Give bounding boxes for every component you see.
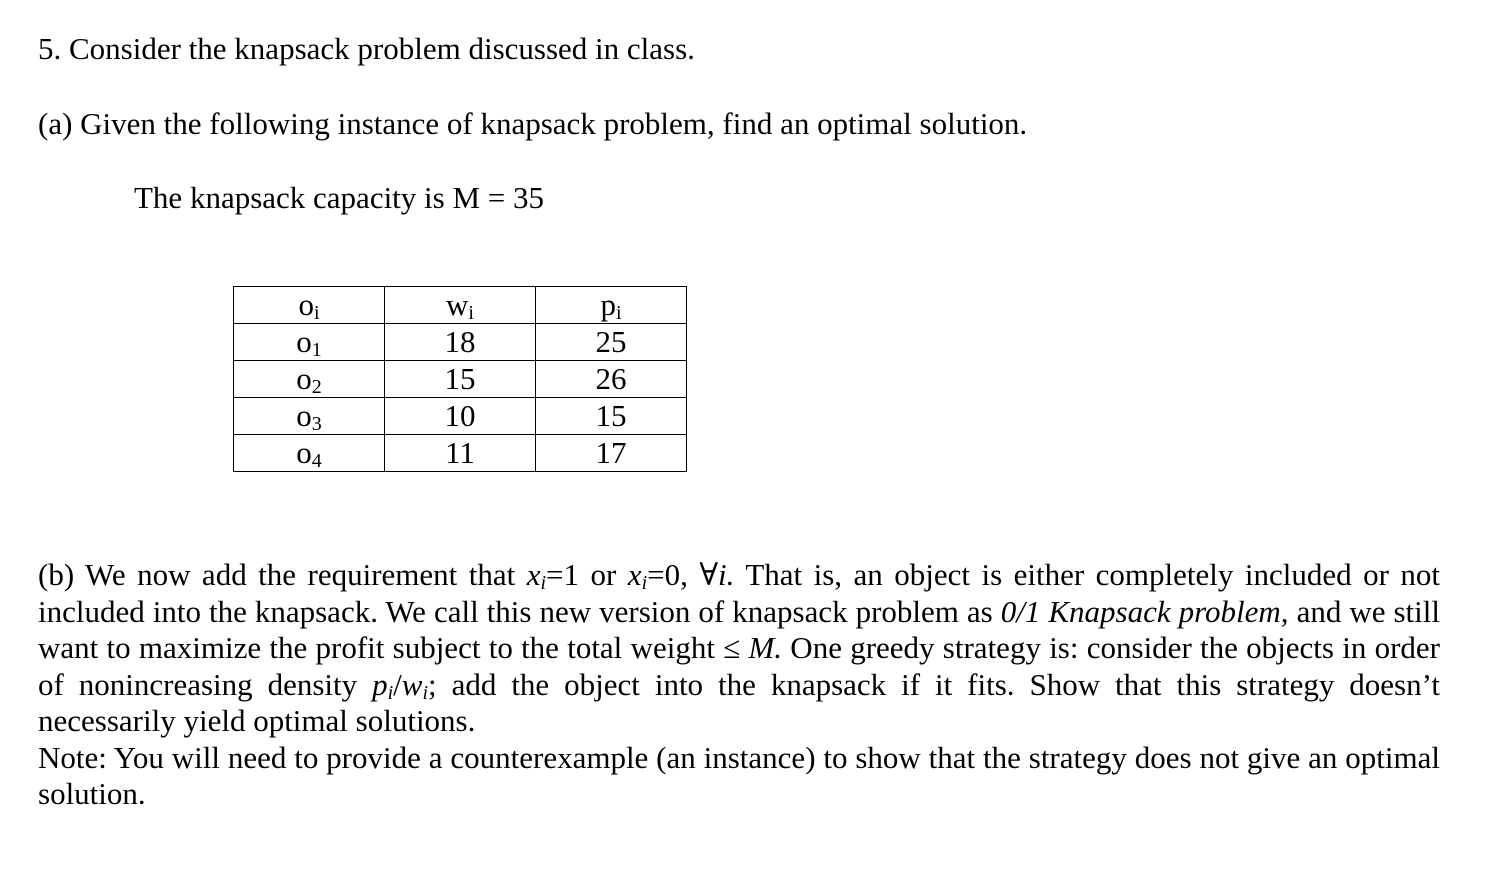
profit-cell: 26 [536, 361, 687, 398]
part-b-prompt: (b) We now add the requirement that $x_i=1$ or $x_i=0$, ∀i. That is, an object is either completely included or not included into the knapsack. We call this new version of knapsack problem as 0/1 Knapsack problem, and we still want to maximize the profit subject to the total weight ≤ M. One greedy strategy is: consider the objects in order of nonincreasing density $p_i/w_i$; add the object into the knapsack if it fits. Show that this strategy doesn’t necessarily yield optimal solutions. [38, 557, 1441, 738]
profit-cell: 15 [536, 398, 687, 435]
object-cell: $o_1$ [234, 324, 385, 361]
object-cell: $o_2$ [234, 361, 385, 398]
header-object: $o_i$ [234, 287, 385, 324]
profit-cell: 25 [536, 324, 687, 361]
part-a-prompt: (a) Given the following instance of knapsack problem, find an optimal solution. [38, 106, 1028, 141]
header-profit: $p_i$ [536, 287, 687, 324]
weight-cell: 11 [385, 435, 536, 472]
part-b-note: Note: You will need to provide a counterexample (an instance) to show that the strategy does not give an optimal solution. [38, 739, 1440, 811]
part-b-section [38, 557, 1440, 813]
table-row [234, 435, 687, 472]
table-row [234, 324, 687, 361]
object-cell: $o_3$ [234, 398, 385, 435]
header-weight: $w_i$ [385, 287, 536, 324]
weight-cell: 18 [385, 324, 536, 361]
question-heading: 5. Consider the knapsack problem discussed in class. [38, 31, 695, 66]
capacity-statement: The knapsack capacity is M = 35 [134, 180, 545, 215]
table-row [234, 398, 687, 435]
weight-cell: 15 [385, 361, 536, 398]
problem-name: 0/1 Knapsack problem, [1000, 593, 1289, 629]
weight-cell: 10 [385, 398, 536, 435]
profit-cell: 17 [536, 435, 687, 472]
table-header-row [234, 287, 687, 324]
table-row [234, 361, 687, 398]
object-cell: $o_4$ [234, 435, 385, 472]
knapsack-instance-table [233, 286, 687, 472]
